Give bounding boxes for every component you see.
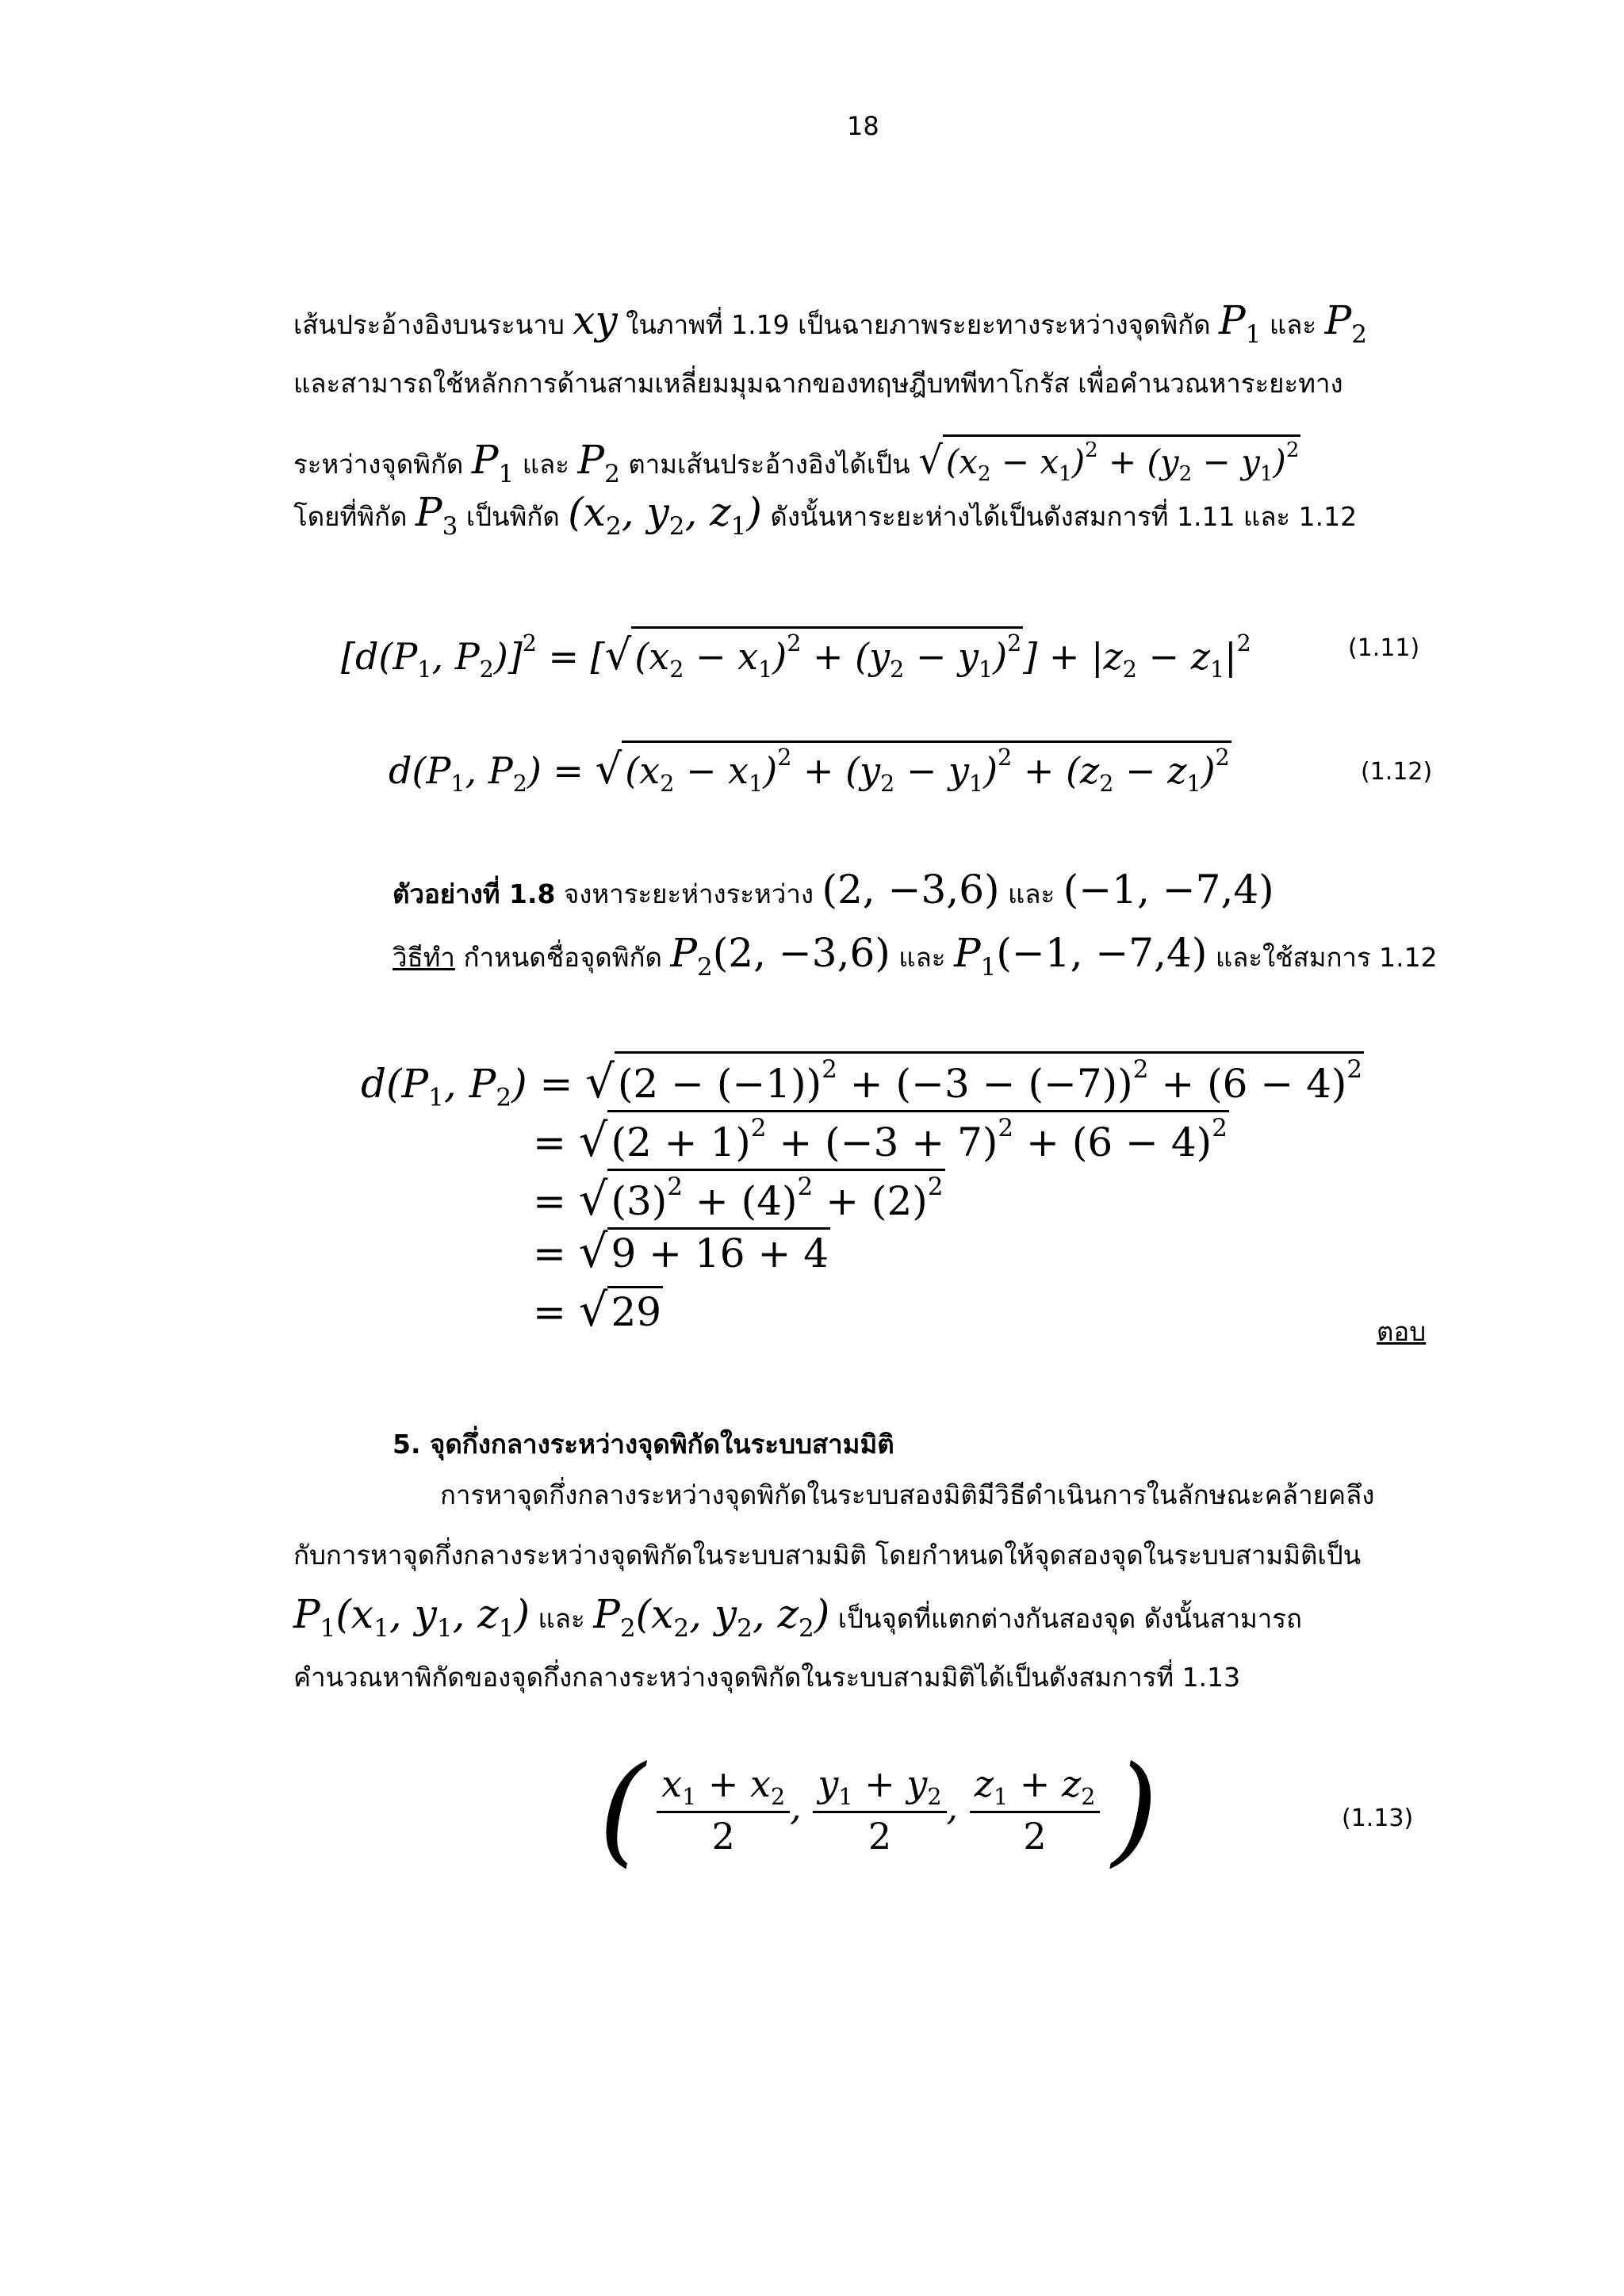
text: และ (1269, 309, 1317, 340)
math-point-a: (2, −3,6) (822, 867, 1000, 913)
section-line-3 (293, 1591, 1303, 1646)
solution-step-1: $d(P_1$, $P_2) = √(2 - (-1))^2 + (-3 - (-7))^2 + (6 - 4)^2$ (361, 1051, 1364, 1122)
right-paren: ) (1111, 1741, 1159, 1879)
math-sqrt-2d: $√(x_2 - x_1)^2 + (y_2 - y_1)^2$ (918, 442, 1300, 481)
page-number: 18 (847, 111, 879, 141)
text: และ (898, 942, 946, 973)
section-line-4: คำนวณหาพิกัดของจุดกึ่งกลางระหว่างจุดพิกัดในระบบสามมิติได้เป็นดังสมการที่ 1.13 (293, 1662, 1241, 1693)
fraction-x: $\frac{x_1 + x_2}{2}$ (657, 1762, 790, 1858)
text: เป็นพิกัด (465, 501, 560, 532)
section-heading: 5. จุดกึ่งกลางระหว่างจุดพิกัดในระบบสามมิติ (393, 1429, 894, 1460)
solution-step-4: = √9 + 16 + 4 (533, 1225, 829, 1278)
fraction-y: $\frac{y_1 + y_2}{2}$ (813, 1762, 946, 1858)
intro-line-4 (293, 489, 1358, 544)
text: เป็นจุดที่แตกต่างกันสองจุด ดังนั้นสามารถ (837, 1603, 1303, 1634)
example-label: ตัวอย่างที่ 1.8 (393, 878, 556, 909)
equation-number: (1.12) (1361, 758, 1433, 786)
text: โดยที่พิกัด (293, 501, 408, 532)
solution-label: วิธีทำ (393, 942, 455, 973)
text: และ (1008, 878, 1055, 909)
text: และ (538, 1603, 585, 1634)
math-p2: $P_2$ (577, 436, 620, 488)
solution-step-5: = √29 (533, 1284, 662, 1337)
math-p2-def: $P_2(x_2$, $y_2$, $z_2$) (593, 1591, 830, 1643)
intro-line-1 (293, 297, 1435, 352)
example-solution-line (393, 930, 1438, 985)
equation-number: (1.11) (1348, 634, 1420, 662)
math-p1: $P_1$ (471, 436, 515, 488)
text: ระหว่างจุดพิกัด (293, 448, 464, 480)
solution-step-3: = $√(3)^2 + (4)^2 + (2)^2$ (533, 1169, 945, 1225)
math-coord: ($x_2$, $y_2$, $z_1$) (568, 489, 762, 541)
math-point-b: (−1, −7,4) (1063, 867, 1274, 913)
fraction-z: $\frac{z_1 + z_2}{2}$ (970, 1762, 1101, 1858)
equation-1-12: $d(P_1$, $P_2) = √(x_2 - x_1)^2 + (y_2 - y_1)^2 + (z_2 - z_1)^2$ (389, 740, 1231, 808)
math-p2-point: $P_2(2$, −3,6) (670, 930, 891, 982)
math-p1: $P_1$ (1219, 297, 1262, 349)
math-xy: xy (573, 297, 618, 343)
text: ดังนั้นหาระยะห่างได้เป็นดังสมการที่ 1.11 และ 1.12 (770, 501, 1358, 532)
math-p3: $P_3$ (415, 489, 458, 541)
math-p1-point: $P_1(-1$, −7,4) (954, 930, 1208, 982)
text: และใช้สมการ 1.12 (1215, 942, 1438, 973)
left-paren: ( (599, 1741, 645, 1879)
math-p2: $P_2$ (1324, 297, 1368, 349)
solution-step-2: = $√(2 + 1)^2 + (-3 + 7)^2 + (6 - 4)^2$ (533, 1110, 1229, 1166)
text: ตามเส้นประอ้างอิงได้เป็น (628, 448, 910, 480)
math-p1-def: $P_1(x_1$, $y_1$, $z_1$) (293, 1591, 530, 1643)
intro-line-2: และสามารถใช้หลักการด้านสามเหลี่ยมมุมฉากของทฤษฎีบทพีทาโกรัส เพื่อคำนวณหาระยะทาง (293, 368, 1343, 399)
equation-1-11: [$d(P_1$, $P_2)]^2 = [√(x_2 - x_1)^2 + (y_2 - y_1)^2] + |z_2 - z_1|^2$ (341, 620, 1251, 694)
intro-line-3 (293, 434, 1300, 492)
section-line-1: การหาจุดกึ่งกลางระหว่างจุดพิกัดในระบบสองมิติมีวิธีดำเนินการในลักษณะคล้ายคลึง (440, 1479, 1375, 1510)
text: และ (522, 448, 569, 480)
text: จงหาระยะห่างระหว่าง (563, 878, 814, 909)
example-statement (393, 867, 1274, 913)
answer-label: ตอบ (1377, 1316, 1427, 1347)
section-line-2: กับการหาจุดกึ่งกลางระหว่างจุดพิกัดในระบบสามมิติ โดยกำหนดให้จุดสองจุดในระบบสามมิติเป็น (293, 1540, 1362, 1571)
equation-1-13: ( $\frac{x_1 + x_2}{2}$ , $\frac{y_1 + y_2}{2}$ , $\frac{z_1 + z_2}{2}$ ) (599, 1741, 1159, 1879)
equation-number: (1.13) (1342, 1804, 1414, 1832)
text: ในภาพที่ 1.19 เป็นฉายภาพระยะทางระหว่างจุดพิกัด (626, 309, 1211, 340)
text: เส้นประอ้างอิงบนระนาบ (293, 309, 565, 340)
text: กำหนดชื่อจุดพิกัด (463, 942, 662, 973)
